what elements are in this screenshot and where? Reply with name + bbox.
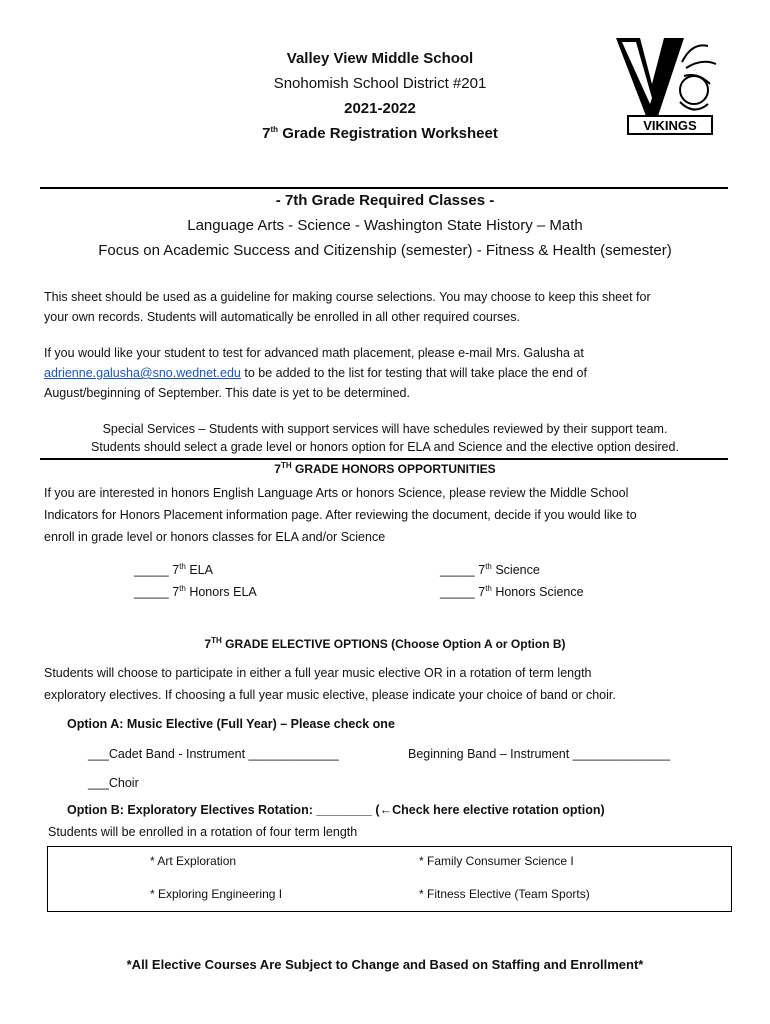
required-classes-line1: Language Arts - Science - Washington State History – Math: [187, 217, 583, 234]
option-7th-honors-ela[interactable]: _____ 7th Honors ELA: [134, 583, 257, 599]
option-7th-honors-science[interactable]: _____ 7th Honors Science: [440, 583, 584, 599]
divider: [40, 187, 728, 189]
honors-paragraph: If you are interested in honors English Language Arts or honors Science, please review the Middle School Indicators for Honors Placement information page. After reviewing the document, decide if you would like to enroll in grade level or honors classes for ELA and/or Science: [44, 486, 637, 544]
choir-option[interactable]: ___Choir: [88, 776, 139, 790]
rotation-item: * Fitness Elective (Team Sports): [419, 887, 590, 901]
required-classes-heading: - 7th Grade Required Classes -: [275, 192, 495, 209]
rotation-item: * Family Consumer Science I: [419, 854, 574, 868]
rotation-item: * Art Exploration: [150, 854, 237, 868]
option-7th-ela[interactable]: _____ 7th ELA: [134, 561, 213, 577]
electives-paragraph: Students will choose to participate in either a full year music elective OR in a rotation of term length exploratory electives. If choosing a full year music elective, please indicate your choice of band or choir.: [44, 666, 616, 702]
email-link[interactable]: adrienne.galusha@sno.wednet.edu: [44, 366, 241, 380]
math-paragraph: If you would like your student to test for advanced math placement, please e-mail Mrs. Galusha at adrienne.galusha@sno.wednet.edu to be added to the list for testing that will take place the end of August/beginning of September. This date is yet to be determined.: [44, 346, 587, 400]
vikings-logo: [612, 32, 720, 140]
option-b-heading[interactable]: Option B: Exploratory Electives Rotation: ________ (←Check here elective rotation option): [67, 803, 605, 817]
page-title: 7th Grade Registration Worksheet: [262, 125, 498, 142]
required-classes-line2: Focus on Academic Success and Citizenship (semester) - Fitness & Health (semester): [98, 242, 672, 259]
school-name: Valley View Middle School: [286, 50, 474, 67]
logo-banner-text: VIKINGS: [643, 118, 697, 133]
option-a-heading: Option A: Music Elective (Full Year) – Please check one: [67, 717, 395, 731]
school-year: 2021-2022: [344, 100, 416, 117]
rotation-item: * Exploring Engineering I: [150, 887, 283, 901]
electives-heading: 7TH GRADE ELECTIVE OPTIONS (Choose Option A or Option B): [204, 636, 566, 651]
special-services-note: Special Services – Students with support services will have schedules reviewed by their support team. Students should select a grade level or honors option for ELA and Science and the elective option desired.: [91, 422, 679, 454]
guideline-paragraph: This sheet should be used as a guideline for making course selections. You may choose to keep this sheet for your own records. Students will automatically be enrolled in all other required courses.: [44, 290, 651, 324]
option-7th-science[interactable]: _____ 7th Science: [440, 561, 540, 577]
cadet-band-option[interactable]: ___Cadet Band - Instrument _____________: [88, 747, 339, 761]
beginning-band-option[interactable]: Beginning Band – Instrument ______________: [408, 747, 671, 761]
honors-heading: 7TH GRADE HONORS OPPORTUNITIES: [274, 461, 496, 476]
rotation-note: Students will be enrolled in a rotation of four term length: [48, 825, 358, 839]
district-name: Snohomish School District #201: [273, 75, 487, 92]
footer-note: *All Elective Courses Are Subject to Change and Based on Staffing and Enrollment*: [126, 957, 644, 972]
